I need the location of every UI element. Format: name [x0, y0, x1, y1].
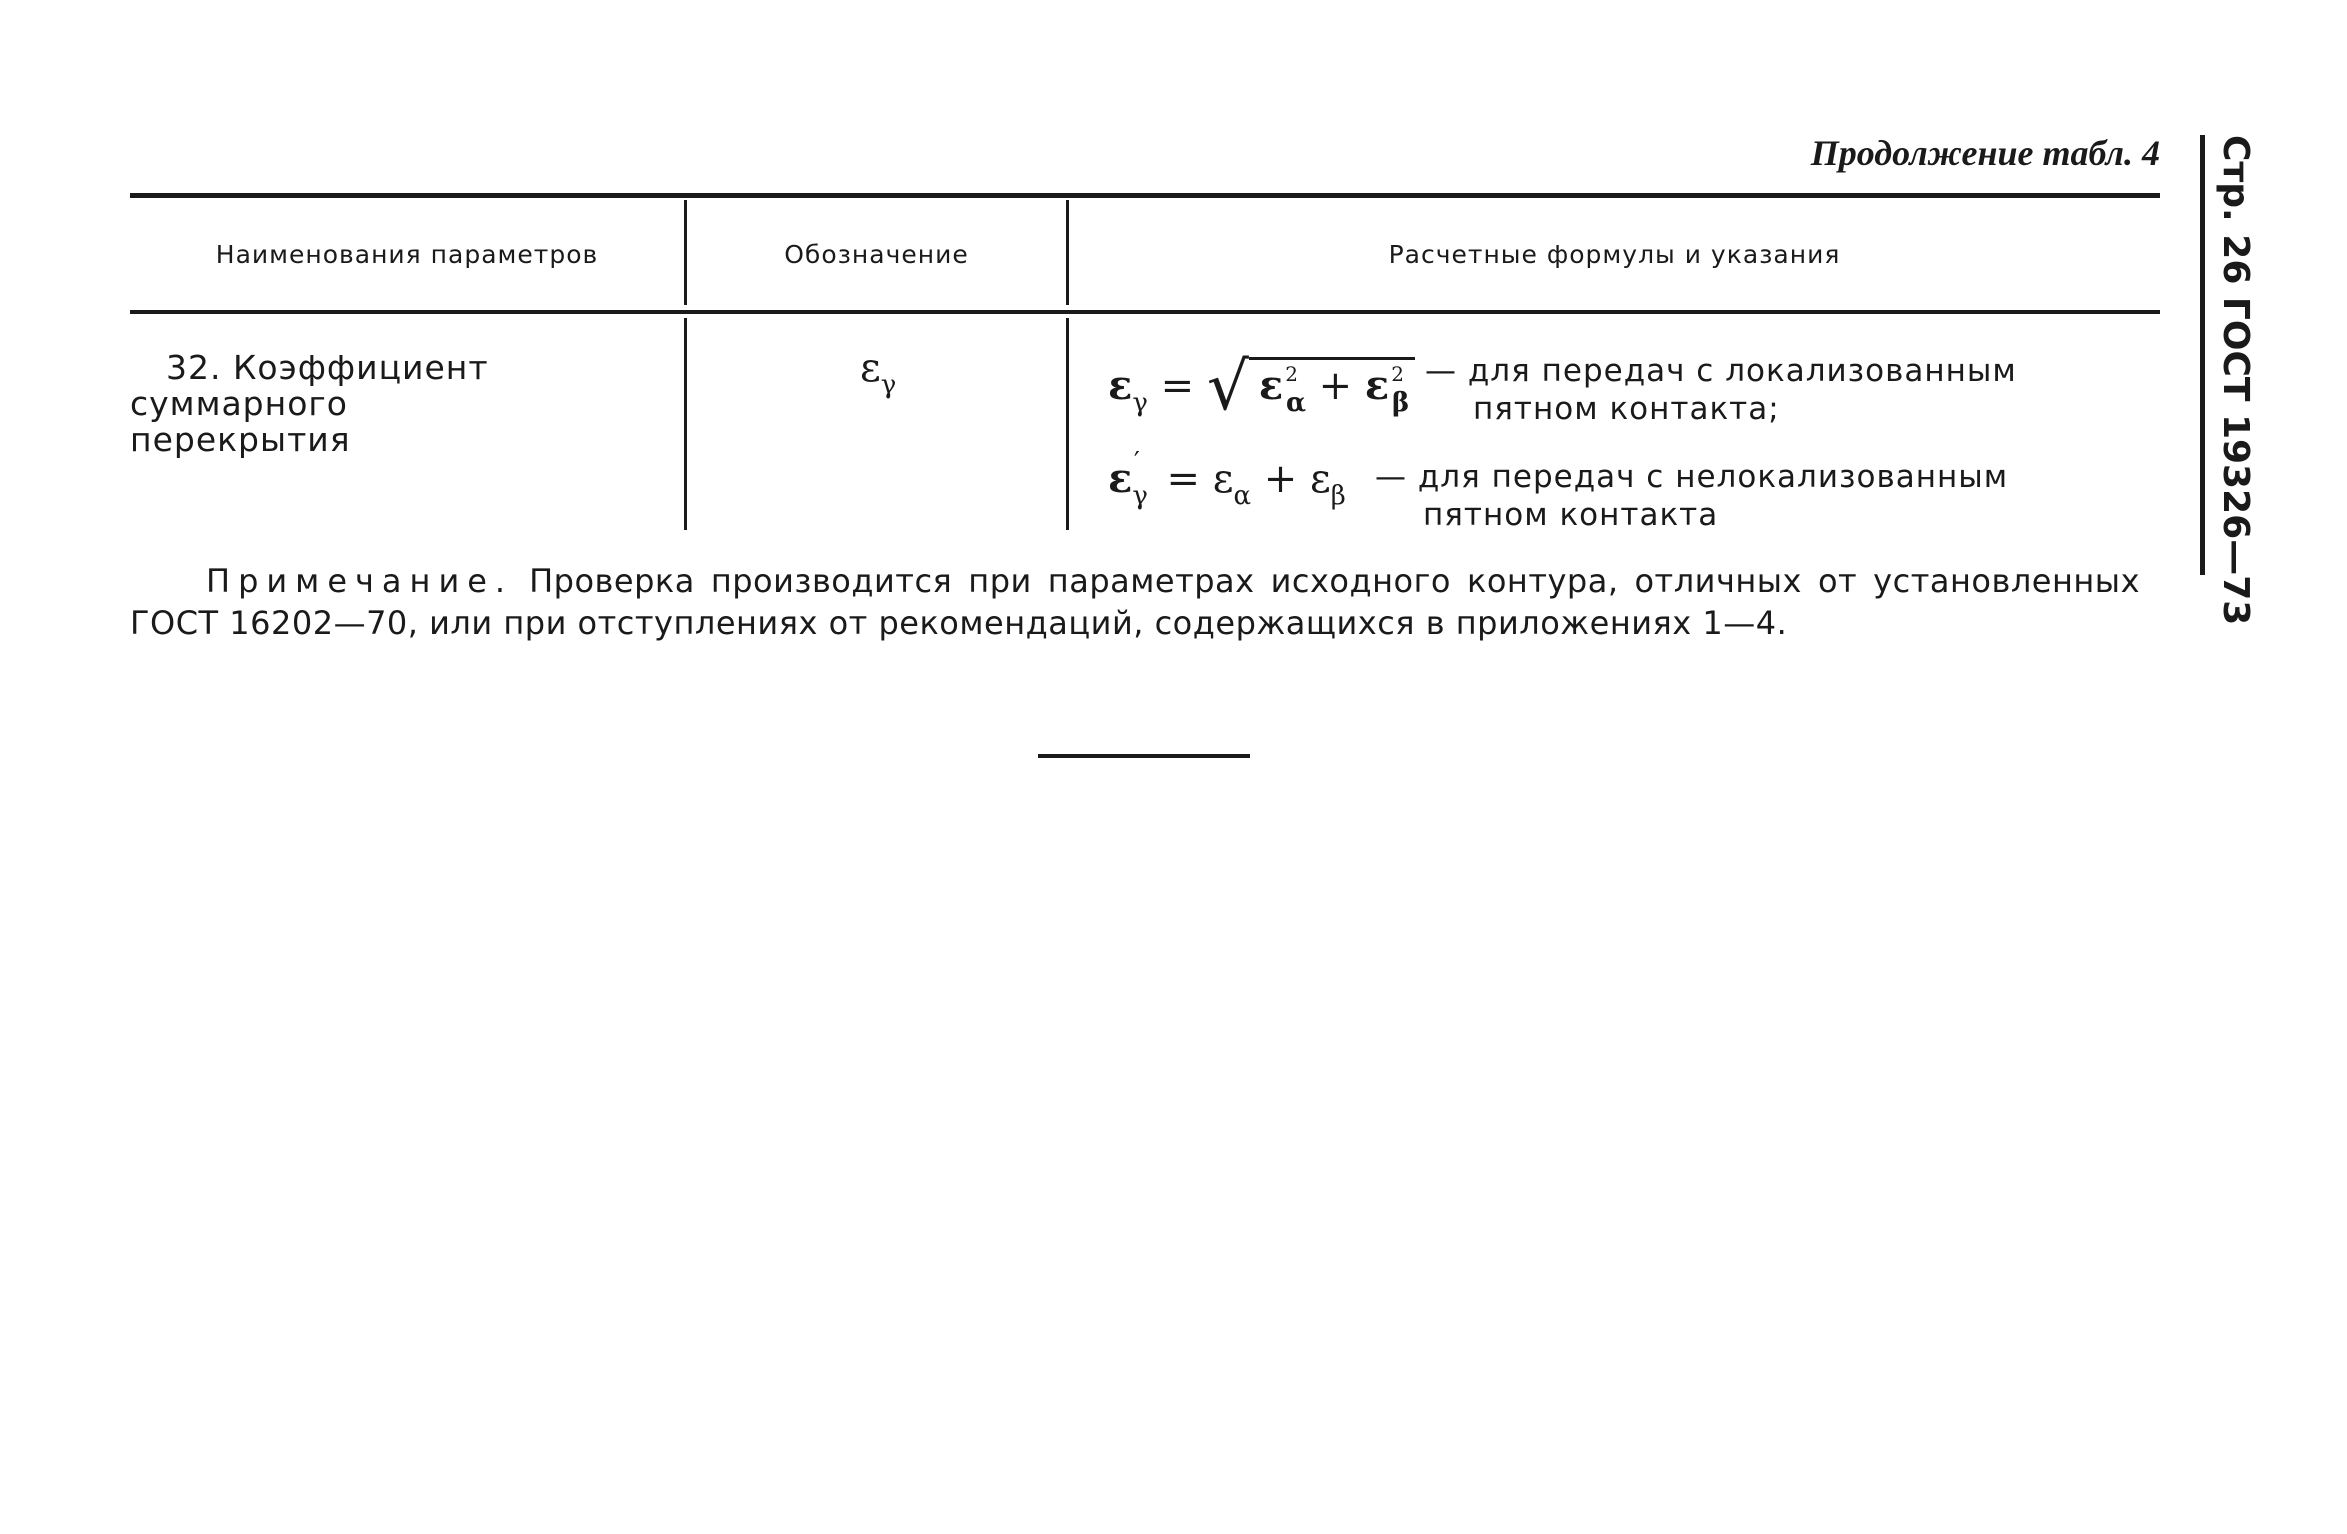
column-divider-2-body [1066, 318, 1069, 530]
side-page-label: Стр. 26 ГОСТ 19326—73 [2215, 135, 2256, 626]
header-parameter-names: Наименования параметров [215, 240, 599, 269]
formula-nonlocalized: $\varepsilon_\gamma' = \varepsilon_\alpha + \varepsilon_\beta$ [1108, 447, 1346, 511]
formula-nonlocalized-desc-line-2: пятном контакта [1423, 497, 1719, 533]
note-text: Проверка производится при параметрах исходного контура, отличных от установленных ГОСТ 16202—70, или при отступлениях от рекомендаций, содержащихся в приложениях 1—4. [130, 562, 2140, 642]
header-symbol: Обозначение [784, 240, 969, 269]
header-bottom-rule [130, 310, 2160, 314]
column-divider-1-body [684, 318, 687, 530]
parameter-name-line-1: 32. Коэффициент суммарного [130, 348, 489, 423]
end-rule [1038, 754, 1250, 758]
symbol-epsilon: ε [860, 345, 881, 391]
formula-localized-description [1425, 352, 2017, 428]
note-lead: Примечание. [206, 562, 514, 600]
symbol-subscript: γ [880, 370, 897, 400]
parameter-name [130, 350, 670, 458]
continuation-title: Продолжение табл. 4 [1810, 133, 2160, 173]
header-formulas: Расчетные формулы и указания [1388, 240, 1841, 269]
formula-nonlocalized-description [1375, 458, 2008, 534]
formula-localized-desc-line-1: — для передач с локализованным [1425, 353, 2017, 389]
parameter-name-line-2: перекрытия [130, 420, 351, 459]
table-top-rule [130, 193, 2160, 198]
parameter-symbol [860, 345, 897, 400]
formula-localized: $\varepsilon_\gamma$ = √ ε $^2_\alpha$ + ε $^2_\beta$ [1108, 338, 1415, 415]
formula-nonlocalized-desc-line-1: — для передач с нелокализованным [1375, 459, 2009, 495]
table-note [130, 560, 2140, 644]
formula-localized-desc-line-2: пятном контакта; [1473, 391, 1780, 427]
